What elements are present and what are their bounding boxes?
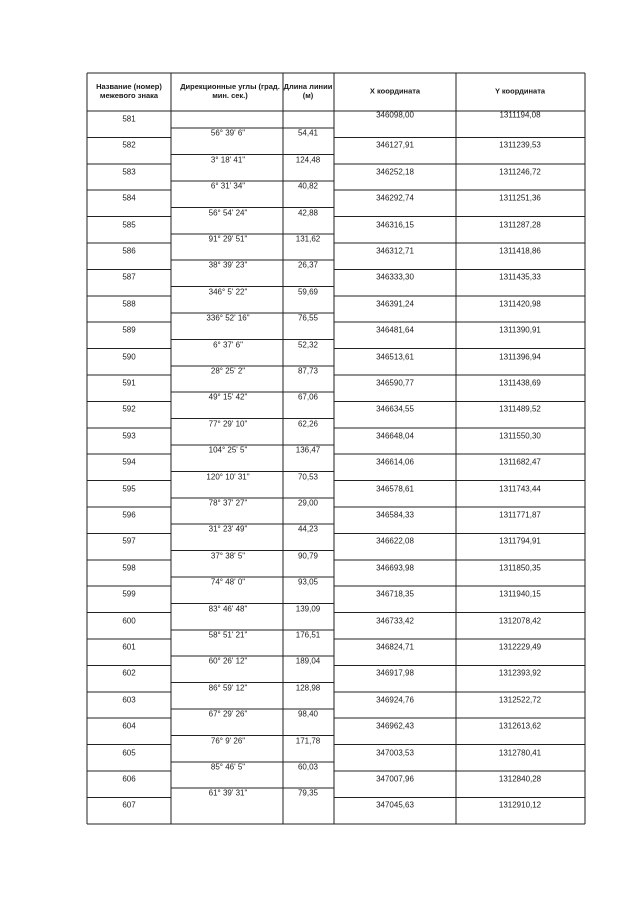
direction-angle: 83° 46' 48" [208,604,248,614]
y-coordinate: 1311418,86 [499,246,541,256]
direction-angle: 3° 18' 41" [210,155,246,165]
direction-angle: 56° 54' 24" [208,208,248,218]
line-length: 60,03 [297,762,319,772]
point-name: 592 [122,404,136,414]
x-coordinate: 347007,96 [376,774,414,784]
direction-angle: 85° 46' 5" [210,762,246,772]
direction-angle: 37° 38' 5" [210,551,246,561]
y-coordinate: 1312393,92 [498,668,542,678]
y-coordinate: 1312522,72 [498,695,542,705]
line-length: 29,00 [297,498,319,508]
direction-angle: 56° 39' 6" [210,128,246,138]
x-coordinate: 346718,35 [376,589,414,599]
point-name: 606 [122,774,136,784]
point-name: 590 [122,352,136,362]
point-name: 584 [122,193,136,203]
point-name: 598 [122,563,136,573]
point-name: 593 [122,431,136,441]
point-name: 589 [122,325,136,335]
y-coordinate: 1312910,12 [498,800,542,810]
y-coordinate: 1311287,28 [499,220,541,230]
x-coordinate: 346962,43 [376,721,414,731]
line-length: 90,79 [297,551,319,561]
y-coordinate: 1311396,94 [499,352,541,362]
x-coordinate: 346614,06 [376,457,414,467]
point-name: 595 [122,484,136,494]
line-length: 171,78 [295,736,321,746]
direction-angle: 38° 39' 23" [208,260,248,270]
direction-angle: 67° 29' 26" [208,709,248,719]
direction-angle: 78° 37' 27" [208,498,248,508]
point-name: 585 [122,220,136,230]
direction-angle: 91° 29' 51" [208,234,248,244]
point-name: 607 [122,800,136,810]
y-coordinate: 1311743,44 [499,484,541,494]
direction-angle: 104° 25' 5" [208,445,248,455]
direction-angle: 28° 25' 2" [210,366,246,376]
y-coordinate: 1311489,52 [499,404,541,414]
y-coordinate: 1311194,08 [499,110,541,120]
x-coordinate: 347045,63 [376,800,414,810]
y-coordinate: 1311420,98 [499,299,541,309]
line-length: 128,98 [295,683,321,693]
point-name: 581 [122,114,136,124]
direction-angle: 86° 59' 12" [208,683,248,693]
line-length: 139,09 [295,604,321,614]
x-coordinate: 346481,64 [376,325,414,335]
x-coordinate: 346634,55 [376,404,414,414]
y-coordinate: 1311682,47 [499,457,541,467]
y-coordinate: 1312229,49 [498,642,542,652]
header-length: Длина линии (м) [283,82,333,100]
x-coordinate: 346733,42 [376,616,414,626]
direction-angle: 6° 31' 34" [210,181,246,191]
x-coordinate: 346252,18 [376,167,414,177]
y-coordinate: 1312078,42 [498,616,542,626]
direction-angle: 77° 29' 10" [208,419,248,429]
line-length: 189,04 [295,656,321,666]
y-coordinate: 1311794,91 [499,536,541,546]
direction-angle: 336° 52' 16" [206,313,250,323]
y-coordinate: 1311771,87 [499,510,541,520]
direction-angle: 6° 37' 6" [213,340,243,350]
line-length: 59,69 [297,287,319,297]
y-coordinate: 1311940,15 [499,589,541,599]
x-coordinate: 346917,98 [376,668,414,678]
y-coordinate: 1311251,36 [499,193,541,203]
line-length: 136,47 [295,445,321,455]
point-name: 604 [122,721,136,731]
y-coordinate: 1311246,72 [499,167,541,177]
y-coordinate: 1312613,62 [498,721,542,731]
x-coordinate: 346513,61 [376,352,414,362]
line-length: 40,82 [297,181,319,191]
direction-angle: 49° 15' 42" [208,392,248,402]
point-name: 605 [122,748,136,758]
header-x: X координата [369,86,421,96]
y-coordinate: 1312780,41 [498,748,542,758]
x-coordinate: 346693,98 [376,563,414,573]
x-coordinate: 346391,24 [376,299,414,309]
header-name: Название (номер) межевого знака [96,82,162,100]
direction-angle: 61° 39' 31" [208,788,248,798]
x-coordinate: 346590,77 [376,378,414,388]
direction-angle: 58° 51' 21" [208,630,248,640]
line-length: 42,88 [297,208,319,218]
y-coordinate: 1311850,35 [499,563,541,573]
line-length: 124,48 [295,155,321,165]
point-name: 600 [122,616,136,626]
point-name: 587 [122,272,136,282]
x-coordinate: 346333,30 [376,272,414,282]
point-name: 588 [122,299,136,309]
x-coordinate: 346924,76 [376,695,414,705]
line-length: 67,06 [297,392,319,402]
line-length: 62,26 [297,419,319,429]
point-name: 591 [122,378,136,388]
line-length: 70,53 [297,472,319,482]
point-name: 596 [122,510,136,520]
y-coordinate: 1311435,33 [499,272,541,282]
point-name: 603 [122,695,136,705]
line-length: 76,55 [297,313,319,323]
x-coordinate: 346622,08 [376,536,414,546]
y-coordinate: 1311239,53 [499,140,541,150]
point-name: 582 [122,140,136,150]
line-length: 54,41 [297,128,319,138]
y-coordinate: 1312840,28 [498,774,542,784]
direction-angle: 60° 26' 12" [208,656,248,666]
direction-angle: 31° 23' 49" [208,524,248,534]
y-coordinate: 1311390,91 [499,325,541,335]
x-coordinate: 346127,91 [376,140,414,150]
line-length: 79,35 [297,788,319,798]
point-name: 601 [122,642,136,652]
x-coordinate: 346316,15 [376,220,414,230]
line-length: 131,62 [295,234,321,244]
header-angle: Дирекционные углы (град. мин. сек.) [180,82,280,100]
header-y: Y координата [494,86,546,96]
point-name: 599 [122,589,136,599]
direction-angle: 76° 9' 26" [210,736,246,746]
line-length: 52,32 [297,340,319,350]
direction-angle: 74° 48' 0" [210,577,246,587]
x-coordinate: 346578,61 [376,484,414,494]
y-coordinate: 1311550,30 [499,431,541,441]
x-coordinate: 346648,04 [376,431,414,441]
point-name: 594 [122,457,136,467]
line-length: 44,23 [297,524,319,534]
direction-angle: 346° 5' 22" [208,287,248,297]
x-coordinate: 346312,71 [376,246,414,256]
point-name: 597 [122,536,136,546]
x-coordinate: 346098,00 [376,110,414,120]
point-name: 583 [122,167,136,177]
x-coordinate: 346292,74 [376,193,414,203]
line-length: 93,05 [297,577,319,587]
direction-angle: 120° 10' 31" [206,472,250,482]
point-name: 602 [122,668,136,678]
line-length: 98,40 [297,709,319,719]
x-coordinate: 346824,71 [376,642,414,652]
x-coordinate: 346584,33 [376,510,414,520]
y-coordinate: 1311438,69 [499,378,541,388]
line-length: 87,73 [297,366,319,376]
line-length: 176,51 [295,630,321,640]
line-length: 26,37 [297,260,319,270]
x-coordinate: 347003,53 [376,748,414,758]
point-name: 586 [122,246,136,256]
